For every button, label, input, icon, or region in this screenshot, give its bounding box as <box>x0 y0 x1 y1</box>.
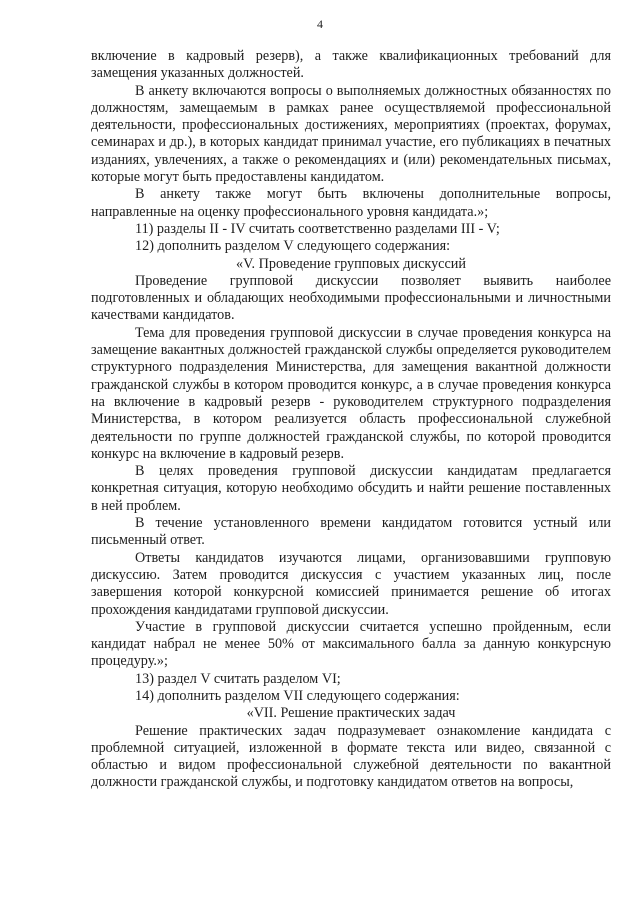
paragraph-questionnaire-questions: В анкету включаются вопросы о выполняемых должностных обязанностях по должностям, замещаемым в рамках ранее осуществляемой профессиональной деятельности, профессиональных достижениях, мероприятиях (проектах, форумах, семинарах и др.), в которых кандидат принимал участие, его публикациях в печатных изданиях, увлечениях, а также о рекомендациях и (или) рекомендательных письмах, которые могут быть предоставлены кандидатом. <box>91 82 611 186</box>
page-number: 4 <box>317 17 323 31</box>
paragraph-continuation: включение в кадровый резерв), а также квалификационных требований для замещения указанных должностей. <box>91 48 611 82</box>
paragraph-discussion-topic: Тема для проведения групповой дискуссии в случае проведения конкурса на замещение вакантных должностей гражданской службы определяется руководителем структурного подразделения Министерства, для замещения вакантной должности гражданской службы в котором проводится конкурс, а в случае проведения конкурса на включение в кадровый резерв - руководителем структурного подразделения Министерства, в котором реализуется область профессиональной служебной деятельности по группе должностей гражданской службы, по которой проводится конкурс на включение в кадровый резерв. <box>91 324 611 462</box>
list-item-11: 11) разделы II - IV считать соответственно разделами III - V; <box>135 220 500 237</box>
paragraph-additional-questions: В анкету также могут быть включены дополнительные вопросы, направленные на оценку профессионального уровня кандидата.»; <box>91 186 611 220</box>
paragraph-answer-preparation: В течение установленного времени кандидатом готовится устный или письменный ответ. <box>91 515 611 549</box>
paragraph-passing-score: Участие в групповой дискуссии считается успешно пройденным, если кандидат набрал не менее 50% от максимального балла за данную конкурсную процедуру.»; <box>91 618 611 670</box>
list-item-13: 13) раздел V считать разделом VI; <box>135 670 341 687</box>
paragraph-practical-tasks: Решение практических задач подразумевает ознакомление кандидата с проблемной ситуацией, изложенной в формате текста или видео, связанной с областью и видом профессиональной служебной деятельности по вакантной должности гражданской службы, и подготовку кандидатом ответов на вопросы, <box>91 722 611 791</box>
paragraph-answers-review: Ответы кандидатов изучаются лицами, организовавшими групповую дискуссию. Затем проводится дискуссия с участием указанных лиц, после завершения которой конкурсной комиссией принимается решение об итогах прохождения кандидатами групповой дискуссии. <box>91 549 611 618</box>
section-heading-v: «V. Проведение групповых дискуссий <box>236 255 466 272</box>
section-heading-vii: «VII. Решение практических задач <box>246 705 456 722</box>
paragraph-discussion-purpose: Проведение групповой дискуссии позволяет выявить наиболее подготовленных и обладающих необходимыми профессиональными и личностными качествами кандидатов. <box>91 272 611 324</box>
list-item-12: 12) дополнить разделом V следующего содержания: <box>135 238 451 255</box>
paragraph-discussion-situation: В целях проведения групповой дискуссии кандидатам предлагается конкретная ситуация, которую необходимо обсудить и найти решение поставленных в ней проблем. <box>91 463 611 514</box>
list-item-14: 14) дополнить разделом VII следующего содержания: <box>135 687 460 704</box>
document-body <box>91 48 611 792</box>
